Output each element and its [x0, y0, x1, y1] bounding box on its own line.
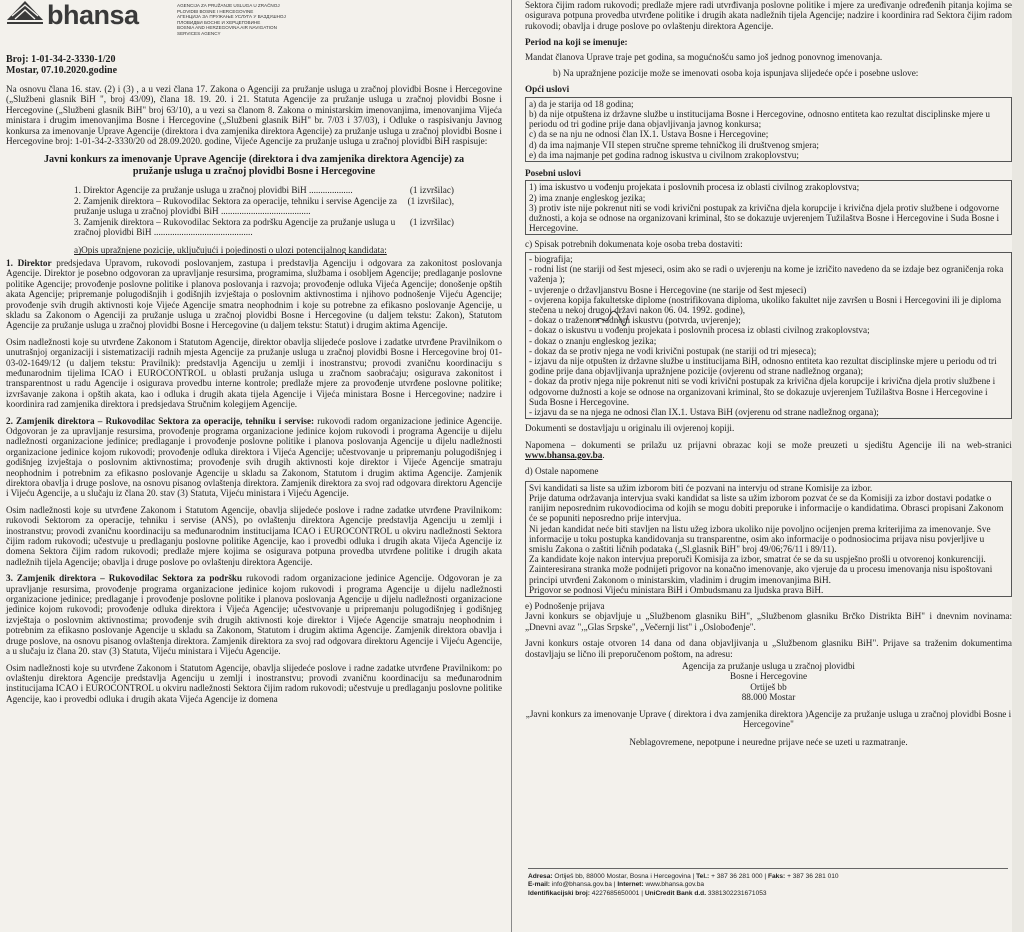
form-note-end: . [602, 449, 605, 460]
note-line: Prigovor se podnosi Vijeću ministara BiH i Ombudsmanu za ljudska prava BiH. [529, 584, 824, 595]
description-heading: a)Opis upražnjene pozicije, uključujući i pojedinosti o ulozi potencijalnog kandidata: [74, 245, 387, 256]
intro-paragraph: Na osnovu člana 16. stav. (2) i (3) , a u vezi člana 17. Zakona o Agenciji za pružanje usluga u zračnoj plovidbi Bosne i Hercegovine („Službeni glasnik BiH ", broj 43/09), člana 18. 19. 20. i 21. Statuta Agencije za pružanje usluga u zračnoj plovidbi Bosne i Hercegovine („Službeni glasnik BiH" broj 63/10), a u vezi sa članom 8. Zakona o ministarskim imenovanjima, imenovanjima Vijeća ministara i drugim imenovanjima Bosne i Hercegovine („Službeni glasnik BiH" br. 7/03 i 37/03), i Odluke o raspisivanju Javnog konkursa za imenovanje Uprave Agencije (direktora i dva zamjenika direktora Agencije) za pružanje usluga u zračnoj plovidbi Bosne i Hercegovine broj: 1-01-34-2-3330/20 od 28.09.2020. godine, Vijeće Agencije za pružanje usluga u zračnoj plovidbi BiH raspisuje: [6, 84, 502, 147]
email-label: E-mail: [528, 881, 550, 889]
document-item: - izjavu da se na njega ne odnosi član IX.1. Ustava BiH (ovjerenu od strane nadležnog organa); [529, 406, 879, 417]
submission-heading: e) Podnošenje prijava [525, 601, 605, 611]
deputy-support-lead: 3. Zamjenik direktora – Rukovodilac Sektora za podršku [6, 573, 243, 584]
deputy-support-paragraph [6, 573, 502, 656]
bank-label: UniCredit Bank d.d. [644, 889, 707, 897]
deputy-support-text: rukovodi radom organizacione jedinice Agencije. Odgovoran je za upravljanje resursima, provođenje programa organizacione jedinice kojom rukovodi i programa Agencije u dijelu nadležnosti organizacione jedinice; predlaganje i provođenje poslovne politike i planova poslovanja Agencije u dijelu nadležnosti organizacione jedinice kojom rukovodi; provođenje odluka direktora i Vijeća Agencije; učestvovanje u pripremanju polugodišnjeg i godišnjeg izvještaja o poslovnim aktivnostima; provođenje svih drugih aktivnosti koje direktor i Vijeće Agencije smatraju neophodnim i potrebnim za efikasno poslovanje Agencije u skladu sa Zakonom, Statutom i drugim aktima Agencije. Zamjenik direktora obavlja i druge poslove, na osnovu pisanog ovlaštenja direktora. Zamjenik direktora za svoj rad odgovara direktoru Agencije i Vijeću Agencije, a u slučaju iz člana 20. stav (3) Statuta, Vijeću ministara i Vijeću Agencije. [6, 573, 503, 657]
position-label: 1. Direktor Agencije za pružanje usluga u zračnoj plovidbi BiH ................... [74, 185, 353, 196]
document-item: - rodni list (ne stariji od šest mjeseci, osim ako se radi o uvjerenju na kome je izričito navedeno da se izdaje bez ograničenja roka važenja ); [529, 264, 1004, 285]
special-condition: 3) protiv iste nije pokrenut niti se vodi krivični postupak za krivična djela korupcije i krivična djela protiv službene i odgovorne dužnosti, a koja se odnose na organizovani kriminal, što se dokazuje uvjerenjem Tužilaštva Bosne i Hercegovine i Suda Bosne i Hercegovine. [529, 202, 1000, 234]
footer-line-1: Adresa: Ortiješ bb, 88000 Mostar, Bosna i Hercegovina | Tel.: + 387 36 281 000 | Faks: + 387 36 281 010 [528, 873, 839, 880]
document-item: - dokaz da protiv njega nije pokrenut niti se vodi krivični postupak za krivična djela korupcije i krivična djela protiv službene i odgovorne dužnosti a koje se odnose na organizovani kriminal, što se dokazuje uvjerenjem Tužilaštva Bosne i Hercegovine i Suda Bosne i Hercegovine. [529, 376, 996, 407]
competition-title: Javni konkurs za imenovanje Uprave Agencije (direktora i dva zamjenika direktora Agencije) za pružanje usluga u zračnoj plovidbi Bosne i Hercegovine [43, 154, 465, 177]
footer-email[interactable]: info@bhansa.gov.ba [551, 881, 612, 889]
position-label: 2. Zamjenik direktora – Rukovodilac Sektora za operacije, tehniku i servise Agencije za pružanje usluga u zračnoj plovidbi BiH ....................................... [74, 195, 397, 217]
footer-line-2: E-mail: info@bhansa.gov.ba | Internet: www.bhansa.gov.ba [528, 881, 705, 889]
address-line: Ortiješ bb [750, 681, 787, 692]
general-condition: d) da ima najmanje VII stepen stručne spreme tehničkog ili društvenog smjera; [529, 139, 819, 150]
note-line: Ni jedan kandidat neće biti stavljen na listu užeg izbora ukoliko nije povoljno ocijenjen prema kriterijima za imenovanje. Sve informacije u toku postupka kandidovanja su transparentne, osim ako informacije o podnosiocima prijava nisu povjerljive u smislu Zakona o zaštiti ličnih podataka („Sl.glasnik BiH" broj 49/06;76/11 i 89/11). [529, 523, 991, 554]
letterhead [6, 0, 502, 52]
tel-label: Tel.: [696, 873, 710, 880]
agency-line: AGENCIJA ZA PRUŽANJE USLUGA U ZRAČNOJ [177, 3, 280, 8]
agency-line: PLOVIDBI BOSNE I HERCEGOVINE [177, 8, 254, 14]
note-line: Za kandidate koje nakon intervjua preporuči Komisija za izbor, smatrat će se da su uspješno prošli u otvorenoj konkurenciji. [529, 554, 986, 565]
special-conditions-heading: Posebni uslovi [525, 168, 581, 179]
mountain-logo-icon [6, 0, 44, 30]
document-item: - dokaz da se protiv njega ne vodi krivični postupak (ne stariji od tri mjeseca); [529, 345, 817, 356]
footer-fax: + 387 36 281 010 [787, 873, 839, 880]
position-count: (1 izvršilac) [409, 185, 454, 196]
footer-rule [528, 868, 1008, 869]
general-condition: a) da je starija od 18 godina; [529, 98, 634, 109]
originals-note: Dokumenti se dostavljaju u originalu ili ovjerenoj kopiji. [525, 423, 735, 434]
document-item: - dokaz o traženom radnom iskustvu (potvrda, uvjerenje); [529, 315, 741, 326]
positions-list [74, 185, 454, 237]
reference-number: Broj: 1-01-34-2-3330-1/20 [6, 54, 116, 65]
position-count: (1 izvršilac) [409, 216, 454, 227]
continuation-paragraph: Sektora čijim radom rukovodi; predlaže mjere radi utvrđivanja poslovne politike i mjere za uređivanje određenih pitanja kojima se osigurava potpuna provedba utvrđene politike i drugih akata nadležnih tijela Agencije; nadzire i koordinira rad Sektora čijim radom rukovodi; obavlja i druge poslove po ovlaštenju direktora Agencije. [525, 0, 1012, 31]
footer-web[interactable]: www.bhansa.gov.ba [645, 881, 705, 889]
position-item [74, 185, 454, 195]
form-note-text: Napomena – dokumenti se prilažu uz prijavni obrazac koji se može preuzeti u sjedištu Agencije ili na web-stranici [525, 439, 1012, 450]
director-paragraph [6, 258, 502, 331]
documents-heading: c) Spisak potrebnih dokumenata koje osoba treba dostaviti: [525, 239, 743, 250]
footer-bank: 3381302231671053 [707, 889, 767, 897]
position-count: (1 izvršilac), [407, 195, 454, 206]
document-item: - dokaz o znanju engleskog jezika; [529, 335, 657, 346]
general-conditions-heading: Opći uslovi [525, 84, 570, 95]
fax-label: Faks: [767, 873, 786, 880]
special-condition: 1) ima iskustvo u vođenju projekata i poslovnih procesa iz oblasti civilnog zrakoplovstva; [529, 182, 860, 193]
deputy-ops-lead: 2. Zamjenik direktora – Rukovodilac Sektora za operacije, tehniku i servise: [6, 415, 315, 426]
general-condition: c) da se na nju ne odnosi član IX.1. Ustava Bosne i Hercegovine; [529, 129, 769, 140]
footer-line-3: Identifikacijski broj: 4227685650001 | UniCredit Bank d.d. 3381302231671053 [528, 889, 767, 897]
address-line: Agencija za pružanje usluga u zračnoj plovidbi [682, 661, 855, 672]
agency-line: SERVICES AGENCY [177, 30, 221, 36]
footer-address: Ortiješ bb, 88000 Mostar, Bosna i Hercegovina [554, 873, 691, 880]
website-link[interactable]: www.bhansa.gov.ba [525, 449, 603, 460]
other-notes-heading: d) Ostale napomene [525, 466, 599, 477]
agency-line: АГЕНЦИЈА ЗА ПРУЖАЊЕ УСЛУГА У ВАЗДУШНОЈ [177, 14, 286, 20]
period-text: Mandat članova Uprave traje pet godina, sa mogućnošću samo još jednog ponovnog imenovanja. [525, 51, 883, 62]
special-conditions-box [525, 180, 1012, 235]
director-text: predsjedava Upravom, rukovodi poslovanjem, zastupa i predstavlja Agenciju i odgovara za zakonitost poslovanja Agencije. Direktor je posebno odgovoran za upravljanje resursima, programima, službama i osobljem Agencije; predlaganje poslovne politike Agencije; provođenje poslovne politike i planova poslovanja i razvoja; provođenje odluka Vijeća Agencije; donošenje opštih akata Agencije; pripremanje polugodišnjih i godišnjih izvještaja o poslovnim aktivnostima i njihovo podnošenje Vijeću Agencije; provođenje svih drugih aktivnosti koje Vijeće Agencije smatra neophodnim i koje su potrebne za efikasno poslovanje Agencije, u skladu sa Zakonom o Agenciji za pružanje usluga u zračnoj plovidbi Bosne i Hercegovine (u daljem tekstu: Zakon), Statutom Agencije za pružanje usluga u zračnoj plovidbi Bosne i Hercegovine (u daljem tekstu: Statut) i drugim aktima Agencije. [6, 257, 502, 331]
form-note [525, 440, 1012, 461]
signature-scribble-icon [595, 309, 629, 329]
deputy-ops-text: rukovodi radom organizacione jedinice Agencije. Odgovoran je za upravljanje resursima, provođenje programa organizacione jedinice kojom rukovodi i programa Agencije u dijelu nadležnosti organizacione jedinice; predlaganje i provođenje poslovne politike i planova poslovanja Agencije u dijelu nadležnosti organizacione jedinice kojom rukovodi; provođenje odluka direktora i Vijeća Agencije; učestvovanje u pripremanju polugodišnjeg i godišnjeg izvještaja o poslovnim aktivnostima; provođenje svih drugih aktivnosti koje direktor i Vijeće Agencije smatraju neophodnim i potrebnim za efikasno poslovanje Agencije u skladu sa Zakonom, Statutom i drugim aktima Agencije. Zamjenik direktora obavlja i druge poslove, na osnovu pisanog ovlaštenja direktora. Zamjenik direktora za svoj rad odgovara direktoru Agencije i Vijeću Agencije, a u slučaju iz člana 20. stav (3) Statuta, Vijeću ministara i Vijeću Agencije. [6, 415, 502, 499]
adjacent-page-edge [1012, 0, 1024, 932]
agency-line: BOSNIA AND HERZEGOVINA AIR NAVIGATION [177, 25, 277, 31]
envelope-label: „Javni konkurs za imenovanje Uprave ( direktora i dva zamjenika direktora )Agencije za pružanje usluga u zračnoj plovidbi Bosne i Hercegovine" [525, 708, 1012, 730]
period-heading: Period na koji se imenuje: [525, 37, 628, 48]
deadline-text: Javni konkurs ostaje otvoren 14 dana od dana objavljivanja u „Službenom glasniku BiH". Prijave sa traženim dokumentima dostavljaju se lično ili preporučenom poštom, na adresu: [525, 638, 1012, 659]
reference-block [6, 54, 502, 76]
footer-id: 4227685650001 [591, 889, 640, 897]
deputy-support-duties-paragraph: Osim nadležnosti koje su utvrđene Zakonom i Statutom Agencije, obavlja slijedeće poslove i radne zadatke utvrđene Pravilnikom: po ovlaštenju direktora Agencije predstavlja Agenciju u zemlji i inostranstvu; provodi zvaničnu koordinaciju sa međunarodnim institucijama ICAO i EUROCONTROL u okviru nadležnosti Sektora čijim radom rukovodi; učestvuje u predlaganju poslovne politike Agencije, kao i provedbi odluka i drugih akata Vijeća Agencije iz domena [6, 662, 502, 704]
general-condition: b) da nije otpuštena iz državne službe u institucijama Bosne i Hercegovine, odnosno entiteta kao rezultat disciplinske mjere u periodu od tri godine prije dana objavljivanja javnog konkursa; [529, 109, 991, 130]
general-condition: e) da ima najmanje pet godina radnog iskustva u civilnom zrakoplovstvu; [529, 149, 799, 160]
footer-tel: + 387 36 281 000 [711, 873, 763, 880]
right-column [525, 0, 1012, 754]
director-duties-paragraph: Osim nadležnosti koje su utvrđene Zakonom i Statutom Agencije, direktor obavlja slijedeće poslove i zadatke utvrđene Pravilnikom o unutrašnjoj organizaciji i sistematizaciji radnih mjesta Agencije za pružanje usluga u zračnoj plovidbi Bosne i Hercegovine broj 01-03-02-1649/12 (u daljem tekstu: Pravilnik): predstavlja Agenciju u zemlji i inostranstvu; provodi zvaničnu koordinaciju s međunarodnim tijelima ICAO i EUROCONTROL u oblasti pružanja usluga u zračnom saobraćaju; osigurava zakonitost i transparentnost u radu Agencije i osigurava provedbu interne kontrole; predlaže mjere za provođenje utvrđene poslovne politike; izvršavanje zakona i opštih akata, kao i odluka i drugih akata tijela Agencije i Vijeća ministara Bosne i Hercegovine; nadzire i koordinira rad zamjenika direktora i predsjedava Stručnim kolegijem Agencije. [6, 336, 502, 410]
agency-name-lines [177, 3, 286, 37]
special-condition: 2) ima znanje engleskog jezika; [529, 192, 646, 203]
address-line: Bosne i Hercegovine [729, 671, 808, 682]
closing-note: Neblagovremene, nepotpune i neuredne prijave neće se uzeti u razmatranje. [629, 737, 908, 748]
bhansa-logo [6, 0, 171, 30]
address-line: 88.000 Mostar [741, 692, 796, 703]
column-divider [511, 0, 512, 932]
address-label: Adresa: [528, 873, 553, 880]
position-label: 3. Zamjenik direktora – Rukovodilac Sektora za podršku Agencije za pružanje usluga u zračnoj plovidbi BiH ........................................... [74, 216, 396, 238]
web-label: Internet: [617, 881, 644, 889]
general-conditions-box [525, 97, 1012, 162]
document-item: - biografija; [529, 253, 573, 264]
note-line: Zainteresirana stranka može podnijeti prigovor na konačno imenovanje, ako vjeruje da u procesu imenovanja nisu ispoštovani principi utvrđeni Zakonom o ministarskim, vladinim i drugim imenovanjima BiH. [529, 564, 993, 585]
documents-box [525, 252, 1012, 419]
position-item [74, 196, 454, 217]
logo-text: bhansa [47, 0, 139, 30]
id-label: Identifikacijski broj: [528, 889, 590, 897]
position-item [74, 217, 454, 238]
note-line: Prije datuma održavanja intervjua svaki kandidat sa liste sa užim izborom pozvat će se da Komisiji za izbor dostavi podatke o ranijim neposrednim rukovodiocima od kojih se mogu dobiti preporuke i informacije o kandidatima. Obrasci propisani Zakonom će se popuniti neposredno prije intervjua. [529, 492, 1004, 524]
left-column [6, 0, 502, 710]
conditions-intro: b) Na upražnjene pozicije može se imenovati osoba koja ispunjava slijedeće opće i posebne uslove: [553, 68, 919, 79]
publication-text: Javni konkurs se objavljuje u „Službenom glasniku BiH", „Službenom glasniku Brčko Distrikta BiH" i dnevnim novinama: „Dnevni avaz ",„Glas Srpske", „Večernji list" i „Oslobođenje". [525, 611, 1012, 632]
page-footer [528, 868, 1008, 898]
deputy-ops-duties-paragraph: Osim nadležnosti koje su utvrđene Zakonom i Statutom Agencije, obavlja slijedeće poslove i radne zadatke utvrđene Pravilnikom: rukovodi Sektorom za operacije, tehniku i servise (ANS), po ovlaštenju direktora Agencije predstavlja Agenciju u zemlji i inostranstvu; provodi zvaničnu koordinaciju sa međunarodnim institucijama ICAO i EUROCONTROL u okviru nadležnosti Sektora čijim radom rukovodi; učestvuje u predlaganju poslovne politike Agencije, kao i provedbi odluka i drugih akata Vijeća Agencije iz domena Sektora čijim radom rukovodi; predlaže mjere kojima se osigurava potpuna provedba utvrđene politike i drugih akata nadležnih tijela Agencije; obavlja i druge poslove po ovlaštenju direktora Agencije. [6, 504, 502, 567]
place-date: Mostar, 07.10.2020.godine [6, 65, 118, 76]
deputy-ops-paragraph [6, 416, 502, 499]
submission-address [525, 661, 1012, 703]
agency-line: ПЛОВИДБИ БОСНЕ И ХЕРЦЕГОВИНЕ [177, 19, 261, 25]
director-lead: 1. Direktor [6, 257, 52, 268]
document-item: - dokaz o iskustvu u vođenju projekata i poslovnih procesa iz oblasti civilnog zrakoplovstva; [529, 325, 870, 336]
other-notes-box [525, 481, 1012, 597]
document-item: - ovjerena kopija fakultetske diplome (nostrifikovana diploma, ukoliko fakultet nije završen u Bosni i Hercegovini ili je diploma stečena u nekoj drugoj državi nakon 06. 04. 1992. godine), [529, 294, 1002, 315]
note-line: Svi kandidati sa liste sa užim izborom biti će pozvani na intervju od strane Komisije za izbor. [529, 482, 873, 493]
document-item: - izjavu da nije otpušten iz državne službe u institucijama BiH, odnosno entiteta kao rezultat disciplinske mjere u periodu od tri godine prije dana objavljivanja upražnjene pozicije (ovjerenu od strane nadležnog organa); [529, 355, 997, 377]
document-item: - uvjerenje o državljanstvu Bosne i Hercegovine (ne starije od šest mjeseci) [529, 284, 807, 295]
